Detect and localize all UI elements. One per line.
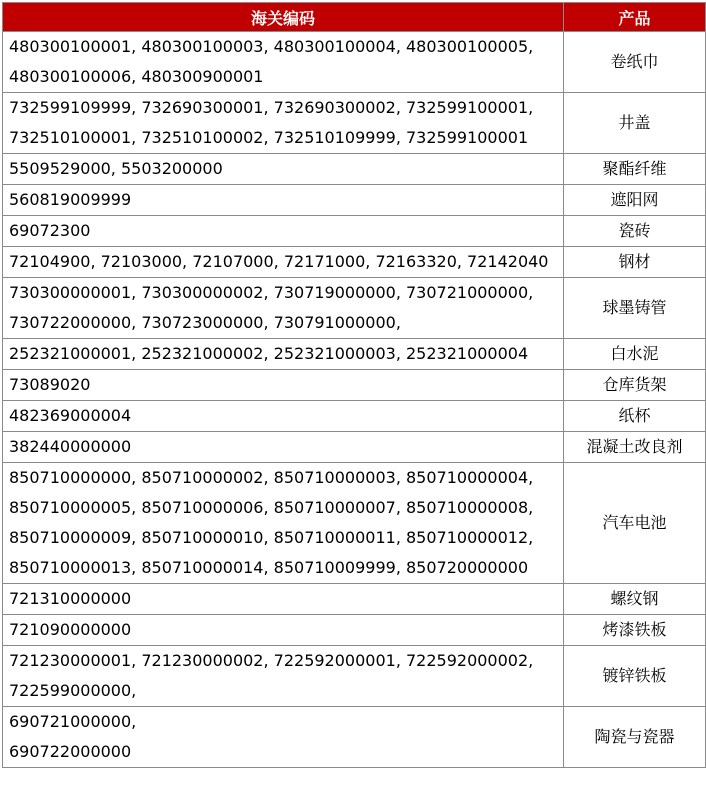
customs-codes-cell: 721090000000 xyxy=(3,615,564,646)
customs-codes-cell: 5509529000, 5503200000 xyxy=(3,154,564,185)
customs-codes-cell: 850710000000, 850710000002, 850710000003, 850710000004, 850710000005, 850710000006, 850710000007, 850710000008, 850710000009, 850710000010, 850710000011, 850710000012, 850710000013, 850710000014, 850710009999, 850720000000 xyxy=(3,463,564,584)
table-row xyxy=(3,370,706,401)
table-row xyxy=(3,185,706,216)
customs-code-table xyxy=(2,2,706,768)
customs-codes-cell: 482369000004 xyxy=(3,401,564,432)
table-row xyxy=(3,615,706,646)
product-cell: 陶瓷与瓷器 xyxy=(564,707,706,768)
customs-codes-cell: 721230000001, 721230000002, 722592000001, 722592000002, 722599000000, xyxy=(3,646,564,707)
product-cell: 汽车电池 xyxy=(564,463,706,584)
product-cell: 瓷砖 xyxy=(564,216,706,247)
product-cell: 白水泥 xyxy=(564,339,706,370)
table-row xyxy=(3,707,706,768)
table-row xyxy=(3,247,706,278)
product-cell: 镀锌铁板 xyxy=(564,646,706,707)
table-row xyxy=(3,401,706,432)
customs-codes-cell: 72104900, 72103000, 72107000, 72171000, 72163320, 72142040 xyxy=(3,247,564,278)
customs-codes-cell: 480300100001, 480300100003, 480300100004, 480300100005, 480300100006, 480300900001 xyxy=(3,32,564,93)
table-row xyxy=(3,584,706,615)
table-row xyxy=(3,339,706,370)
table-row xyxy=(3,93,706,154)
product-cell: 球墨铸管 xyxy=(564,278,706,339)
product-cell: 卷纸巾 xyxy=(564,32,706,93)
table-header-row xyxy=(3,3,706,32)
customs-codes-cell: 721310000000 xyxy=(3,584,564,615)
table-row xyxy=(3,32,706,93)
table-row xyxy=(3,216,706,247)
customs-codes-cell: 690721000000, 690722000000 xyxy=(3,707,564,768)
customs-codes-cell: 732599109999, 732690300001, 732690300002, 732599100001, 732510100001, 732510100002, 732510109999, 732599100001 xyxy=(3,93,564,154)
table-row xyxy=(3,154,706,185)
header-product: 产品 xyxy=(564,3,706,32)
product-cell: 螺纹钢 xyxy=(564,584,706,615)
header-customs-code: 海关编码 xyxy=(3,3,564,32)
product-cell: 遮阳网 xyxy=(564,185,706,216)
product-cell: 仓库货架 xyxy=(564,370,706,401)
table-row xyxy=(3,646,706,707)
table-row xyxy=(3,432,706,463)
product-cell: 纸杯 xyxy=(564,401,706,432)
table-row xyxy=(3,278,706,339)
product-cell: 聚酯纤维 xyxy=(564,154,706,185)
customs-codes-cell: 560819009999 xyxy=(3,185,564,216)
customs-codes-cell: 69072300 xyxy=(3,216,564,247)
product-cell: 混凝土改良剂 xyxy=(564,432,706,463)
product-cell: 烤漆铁板 xyxy=(564,615,706,646)
table-row xyxy=(3,463,706,584)
customs-codes-cell: 252321000001, 252321000002, 252321000003, 252321000004 xyxy=(3,339,564,370)
customs-codes-cell: 730300000001, 730300000002, 730719000000, 730721000000, 730722000000, 730723000000, 730791000000, xyxy=(3,278,564,339)
product-cell: 钢材 xyxy=(564,247,706,278)
customs-codes-cell: 73089020 xyxy=(3,370,564,401)
customs-codes-cell: 382440000000 xyxy=(3,432,564,463)
product-cell: 井盖 xyxy=(564,93,706,154)
